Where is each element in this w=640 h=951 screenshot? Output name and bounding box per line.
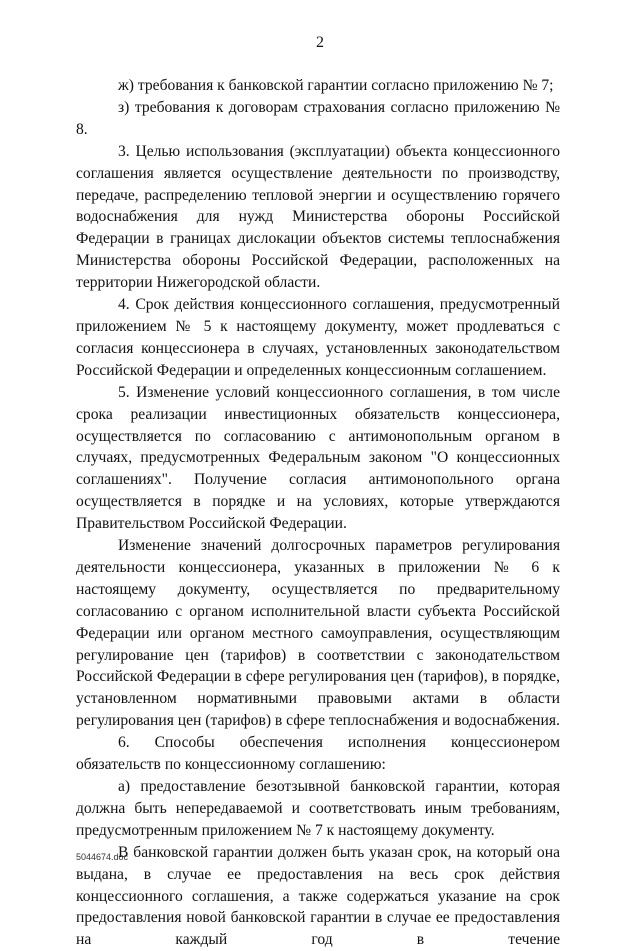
paragraph-item-zh: ж) требования к банковской гарантии согласно приложению № 7; [118,77,554,94]
paragraph-clause-3: 3. Целью использования (эксплуатации) объекта концессионного соглашения является осуществление деятельности по производству, передаче, распределению тепловой энергии и осуществлению горячего водоснабжения для нужд Министерства обороны Российской Федерации в границах дислокации объектов системы теплоснабжения Министерства обороны Российской Федерации, расположенных на территории Нижегородской области. [76,142,560,292]
paragraph-item-a: а) предоставление безотзывной банковской гарантии, которая должна быть непередаваемой и соответствовать иным требованиям, предусмотренным приложением № 7 к настоящему документу. [76,778,560,839]
document-body [76,75,560,951]
paragraph-item-z: з) требования к договорам страхования согласно приложению № 8. [76,98,560,138]
file-name-footer: 5044674.doc [76,852,129,862]
paragraph-bank-guarantee: В банковской гарантии должен быть указан срок, на который она выдана, в случае ее предоставления на весь срок действия концессионного соглашения, а также содержаться указание на срок предоставления новой банковской гарантии в случае ее предоставления на каждый год в течение [76,843,560,949]
paragraph-clause-5-continued: Изменение значений долгосрочных параметров регулирования деятельности концессионера, указанных в приложении № 6 к настоящему документу, осуществляется по предварительному согласованию с органом исполнительной власти субъекта Российской Федерации или органом местного самоуправления, осуществляющим регулирование цен (тарифов) в соответствии с законодательством Российской Федерации в сфере регулирования цен (тарифов), в порядке, установленном нормативными правовыми актами в области регулирования цен (тарифов) в сфере теплоснабжения и водоснабжения. [76,537,560,730]
paragraph-clause-4: 4. Срок действия концессионного соглашения, предусмотренный приложением № 5 к настоящему документу, может продлеваться с согласия концессионера в случаях, установленных законодательством Российской Федерации и определенных концессионным соглашением. [76,296,560,379]
paragraph-clause-5: 5. Изменение условий концессионного соглашения, в том числе срока реализации инвестиционных обязательств концессионера, осуществляется по согласованию с антимонопольным органом в случаях, предусмотренных Федеральным законом "О концессионных соглашениях". Получение согласия антимонопольного органа осуществляется в порядке и на условиях, которые утверждаются Правительством Российской Федерации. [76,383,560,533]
paragraph-clause-6: 6. Способы обеспечения исполнения концессионером обязательств по концессионному соглашению: [76,734,560,774]
page-number: 2 [316,34,324,51]
